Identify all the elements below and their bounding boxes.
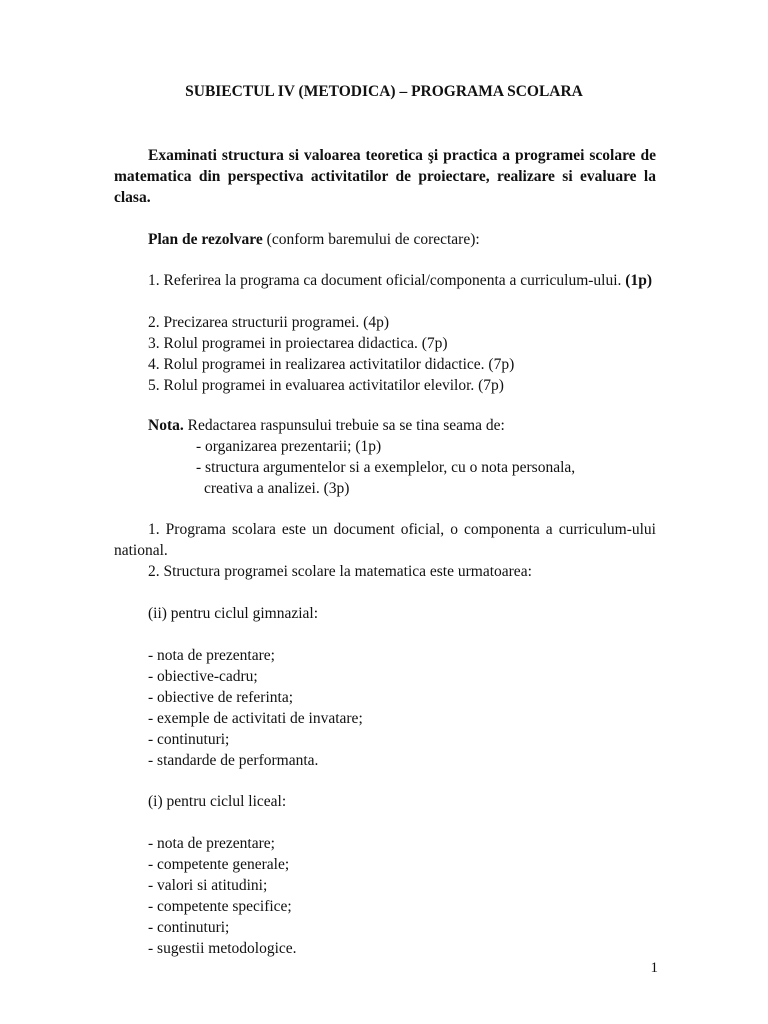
- answer-paragraph-1: 1. Programa scolara este un document oficial, o componenta a curriculum-ului national.: [114, 521, 656, 559]
- plan-heading: [114, 229, 656, 250]
- list-item: - continuturi;: [148, 919, 230, 936]
- nota-point-2-line-1: - structura argumentelor si a exemplelor, cu o nota personala,: [196, 459, 576, 476]
- plan-item-1: [114, 270, 656, 291]
- list-item: - continuturi;: [148, 731, 230, 748]
- plan-item-1-text: 1. Referirea la programa ca document oficial/componenta a curriculum-ului.: [148, 272, 626, 289]
- nota-point-1: - organizarea prezentarii; (1p): [196, 438, 382, 455]
- nota-label: Nota.: [148, 417, 184, 434]
- list-item: - standarde de performanta.: [148, 752, 319, 769]
- plan-item-2: 2. Precizarea structurii programei. (4p): [148, 314, 390, 331]
- plan-item-5: 5. Rolul programei in evaluarea activitatilor elevilor. (7p): [148, 377, 504, 394]
- list-item: - competente specifice;: [148, 898, 292, 915]
- answer-paragraph-2: 2. Structura programei scolare la matematica este urmatoarea:: [148, 563, 532, 580]
- task-statement: Examinati structura si valoarea teoretica şi practica a programei scolare de matematica din perspectiva activitatilor de proiectare, realizare si evaluare la clasa.: [114, 147, 656, 206]
- nota-point-2-line-2: creativa a analizei. (3p): [204, 480, 350, 497]
- list-item: - obiective-cadru;: [148, 668, 258, 685]
- nota-section: [114, 415, 656, 499]
- plan-note: (conform baremului de corectare):: [262, 231, 480, 248]
- liceal-list: [114, 833, 656, 959]
- plan-item-4: 4. Rolul programei in realizarea activitatilor didactice. (7p): [148, 356, 515, 373]
- plan-items-list: [114, 312, 656, 396]
- plan-label: Plan de rezolvare: [148, 231, 263, 248]
- nota-text: Redactarea raspunsului trebuie sa se tina seama de:: [183, 417, 505, 434]
- list-item: - competente generale;: [148, 856, 290, 873]
- list-item: - sugestii metodologice.: [148, 940, 297, 957]
- gimnazial-heading: (ii) pentru ciclul gimnazial:: [148, 605, 319, 622]
- list-item: - obiective de referinta;: [148, 689, 294, 706]
- gimnazial-list: [114, 645, 656, 771]
- list-item: - exemple de activitati de invatare;: [148, 710, 363, 727]
- page-title: SUBIECTUL IV (METODICA) – PROGRAMA SCOLARA: [185, 83, 583, 100]
- plan-item-1-points: (1p): [625, 272, 652, 289]
- page-number: 1: [650, 960, 658, 976]
- list-item: - nota de prezentare;: [148, 835, 275, 852]
- list-item: - nota de prezentare;: [148, 647, 275, 664]
- plan-item-3: 3. Rolul programei in proiectarea didactica. (7p): [148, 335, 448, 352]
- list-item: - valori si atitudini;: [148, 877, 268, 894]
- liceal-heading: (i) pentru ciclul liceal:: [148, 793, 287, 810]
